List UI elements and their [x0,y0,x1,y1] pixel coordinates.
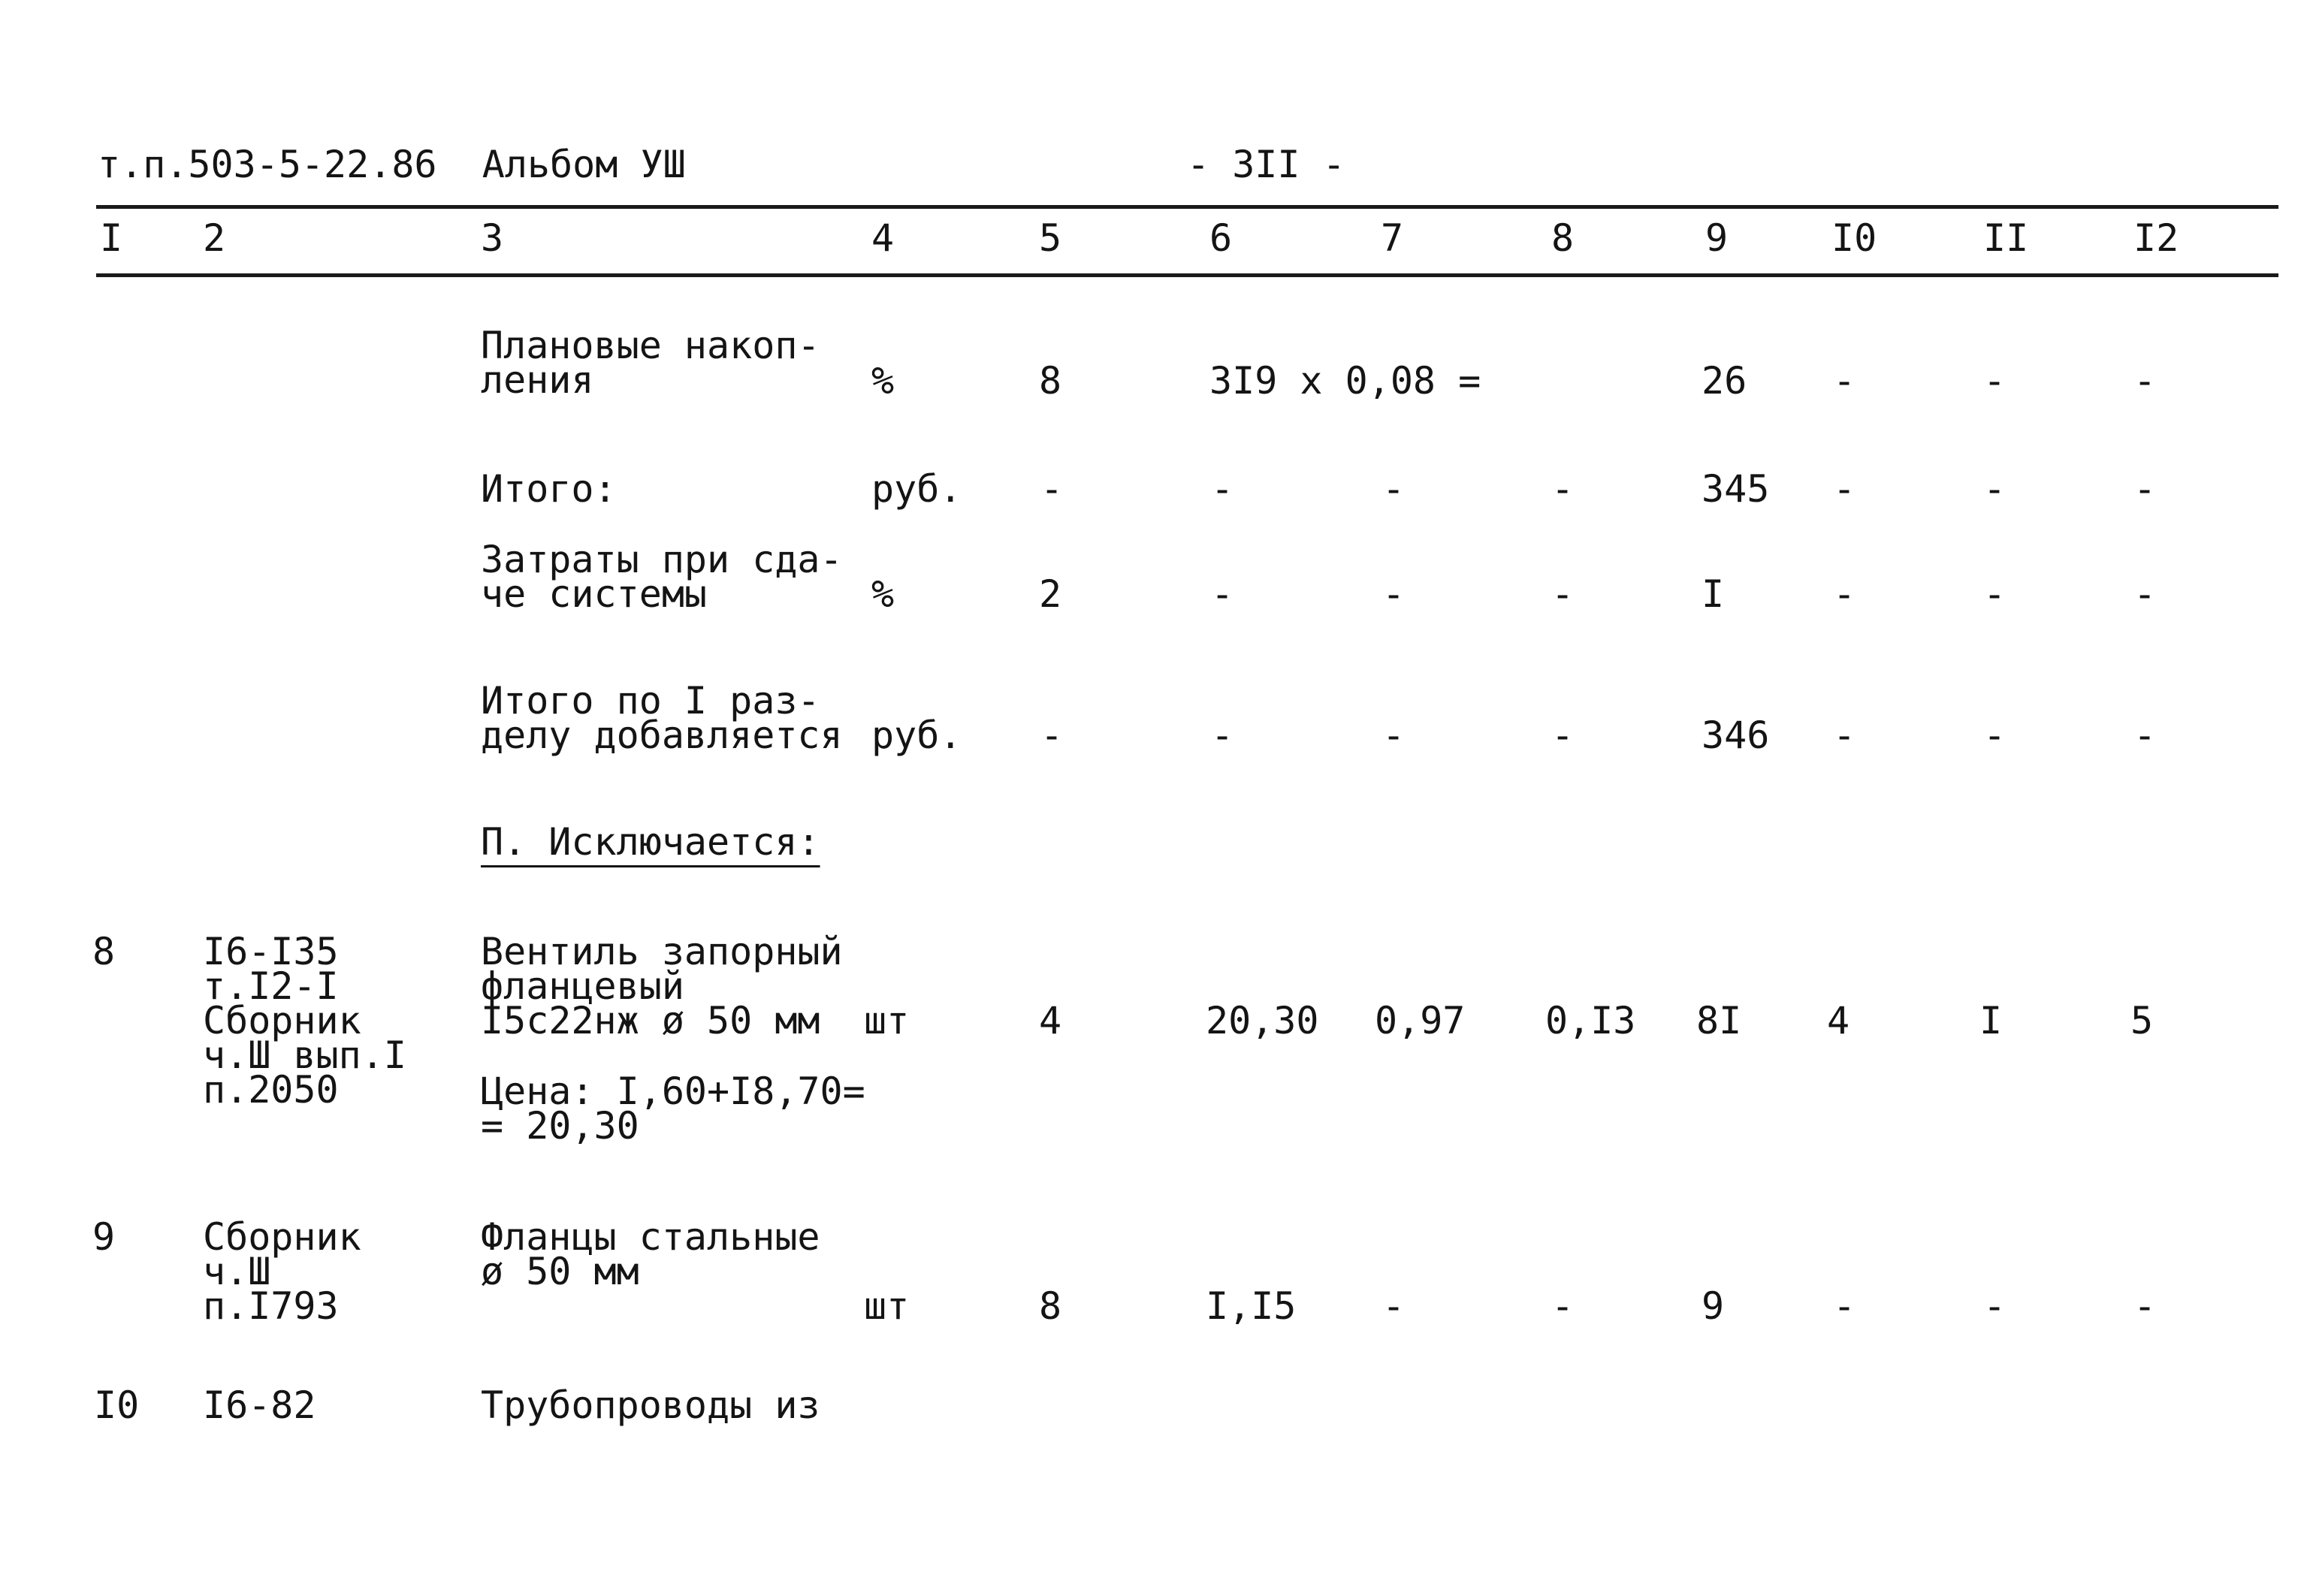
column-number: 8 [1551,216,1575,260]
cell-col6: 20,30 [1206,999,1319,1042]
cell-col12: - [2133,359,2157,403]
page-number: - 3II - [1187,143,1345,186]
row-unit: % [871,572,895,616]
cell-col8: - [1551,467,1575,511]
cell-col9: 26 [1702,359,1747,403]
cell-col12: - [2133,467,2157,511]
column-number: II [1983,216,2029,260]
cell-col11: - [1983,467,2007,511]
row-name-planned-accumulations: Плановые накоп- ления [481,324,820,402]
cell-col12: - [2133,1284,2157,1328]
cell-col5: - [1040,467,1064,511]
section-heading-excluded: П. Исключается: [481,820,820,864]
cell-col9: I [1702,572,1725,616]
column-number: I0 [1831,216,1877,260]
cell-col8: - [1551,714,1575,757]
cell-col10: - [1833,1284,1856,1328]
cell-col9: 345 [1702,467,1770,511]
row-price-note: Цена: I,60+I8,70= = 20,30 [481,1070,865,1148]
cell-col10: - [1833,359,1856,403]
row-unit: руб. [871,714,962,757]
cell-col11: - [1983,1284,2007,1328]
cell-col8: - [1551,572,1575,616]
column-number: I [100,216,123,260]
cell-col10: - [1833,714,1856,757]
row-number: I0 [94,1383,140,1427]
row-number: 9 [92,1215,116,1259]
row-name-valve: Вентиль запорный фланцевый I5с22нж ø 50 мм [481,930,843,1042]
column-number: 7 [1381,216,1404,260]
row-unit: шт [864,999,910,1042]
cell-col5: 8 [1039,1284,1062,1328]
cell-col11: I [1979,999,2003,1042]
row-name-handover-costs: Затраты при сда- че системы [481,538,843,616]
cell-col6: - [1211,467,1234,511]
row-name-section-total: Итого по I раз- делу добавляется [481,679,843,757]
cell-col7: 0,97 [1375,999,1466,1042]
row-reference: Сборник ч.Ш п.I793 [203,1215,361,1328]
row-unit: шт [864,1284,910,1328]
cell-col12: - [2133,572,2157,616]
cell-col10: - [1833,467,1856,511]
row-reference: I6-I35 т.I2-I Сборник ч.Ш вып.I п.2050 [203,930,406,1112]
cell-col6: - [1211,572,1234,616]
row-reference: I6-82 [203,1383,316,1427]
row-number: 8 [92,930,116,973]
column-number: 6 [1209,216,1233,260]
column-number: 3 [481,216,504,260]
table-top-rule [96,205,2278,209]
cell-col6: - [1211,714,1234,757]
cell-col7: - [1382,467,1406,511]
cell-col12: - [2133,714,2157,757]
column-number: 5 [1039,216,1062,260]
table-header-rule [96,273,2278,277]
cell-col5: - [1040,714,1064,757]
cell-col8: - [1551,1284,1575,1328]
cell-col9: 346 [1702,714,1770,757]
column-number: 9 [1705,216,1729,260]
cell-col10: - [1833,572,1856,616]
cell-col5: 4 [1039,999,1062,1042]
column-number: I2 [2133,216,2179,260]
cell-col11: - [1983,714,2007,757]
row-unit: руб. [871,467,962,511]
row-calculation: 3I9 x 0,08 = [1209,359,1481,403]
cell-col8: 0,I3 [1545,999,1636,1042]
cell-col7: - [1382,572,1406,616]
cell-col12: 5 [2130,999,2154,1042]
column-number: 2 [203,216,226,260]
row-quantity: 8 [1039,359,1062,403]
cell-col10: 4 [1827,999,1850,1042]
row-name-total: Итого: [481,467,617,511]
cell-col5: 2 [1039,572,1062,616]
cell-col6: I,I5 [1206,1284,1297,1328]
cell-col9: 8I [1696,999,1742,1042]
column-number: 4 [871,216,895,260]
cell-col11: - [1983,359,2007,403]
cell-col7: - [1382,714,1406,757]
row-name-pipelines: Трубопроводы из [481,1383,820,1427]
row-name-flanges: Фланцы стальные ø 50 мм [481,1215,820,1293]
cell-col9: 9 [1702,1284,1725,1328]
row-unit: % [871,359,895,403]
cell-col7: - [1382,1284,1406,1328]
cell-col11: - [1983,572,2007,616]
document-reference: т.п.503-5-22.86 Альбом УШ [98,143,686,186]
